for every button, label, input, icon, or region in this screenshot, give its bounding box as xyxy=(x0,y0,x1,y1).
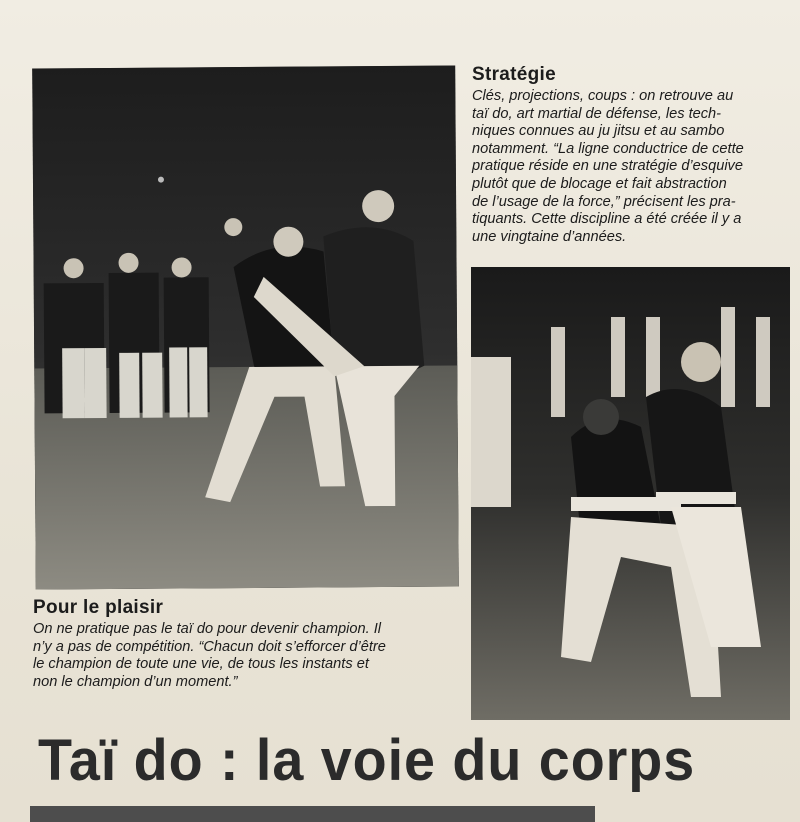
pleasure-paragraph xyxy=(33,621,458,691)
strategy-line: notamment. “La ligne conductrice de cette xyxy=(472,140,744,157)
strategy-line: tiquants. Cette discipline a été créée il y a xyxy=(472,211,742,228)
pleasure-heading: Pour le plaisir xyxy=(33,597,164,618)
strategy-line: taï do, art martial de défense, les tech- xyxy=(472,105,722,122)
bottom-divider-bar xyxy=(30,806,595,822)
strategy-line: pratique réside en une stratégie d’esquive xyxy=(472,158,743,175)
pleasure-line: On ne pratique pas le taï do pour devenir champion. Il xyxy=(33,621,382,637)
strategy-line: de l’usage de la force,” précisent les pra- xyxy=(472,193,736,210)
photo-adult-sparring xyxy=(32,66,459,590)
strategy-section xyxy=(472,64,792,246)
strategy-heading: Stratégie xyxy=(472,64,557,85)
photo-children-sparring xyxy=(471,267,790,720)
pleasure-line: non le champion d’un moment.” xyxy=(33,673,238,690)
pleasure-section xyxy=(33,597,458,691)
pleasure-line: n’y a pas de compétition. “Chacun doit s’efforcer d’être xyxy=(33,638,386,655)
strategy-line: niques connues au ju jitsu et au sambo xyxy=(472,123,725,140)
article-headline: Taï do : la voie du corps xyxy=(38,728,696,793)
strategy-line: plutôt que de blocage et fait abstraction xyxy=(472,175,727,192)
pleasure-line: le champion de toute une vie, de tous les instants et xyxy=(33,656,369,673)
strategy-paragraph xyxy=(472,88,792,246)
strategy-line: Clés, projections, coups : on retrouve au xyxy=(472,88,734,104)
strategy-line: une vingtaine d’années. xyxy=(472,228,627,245)
